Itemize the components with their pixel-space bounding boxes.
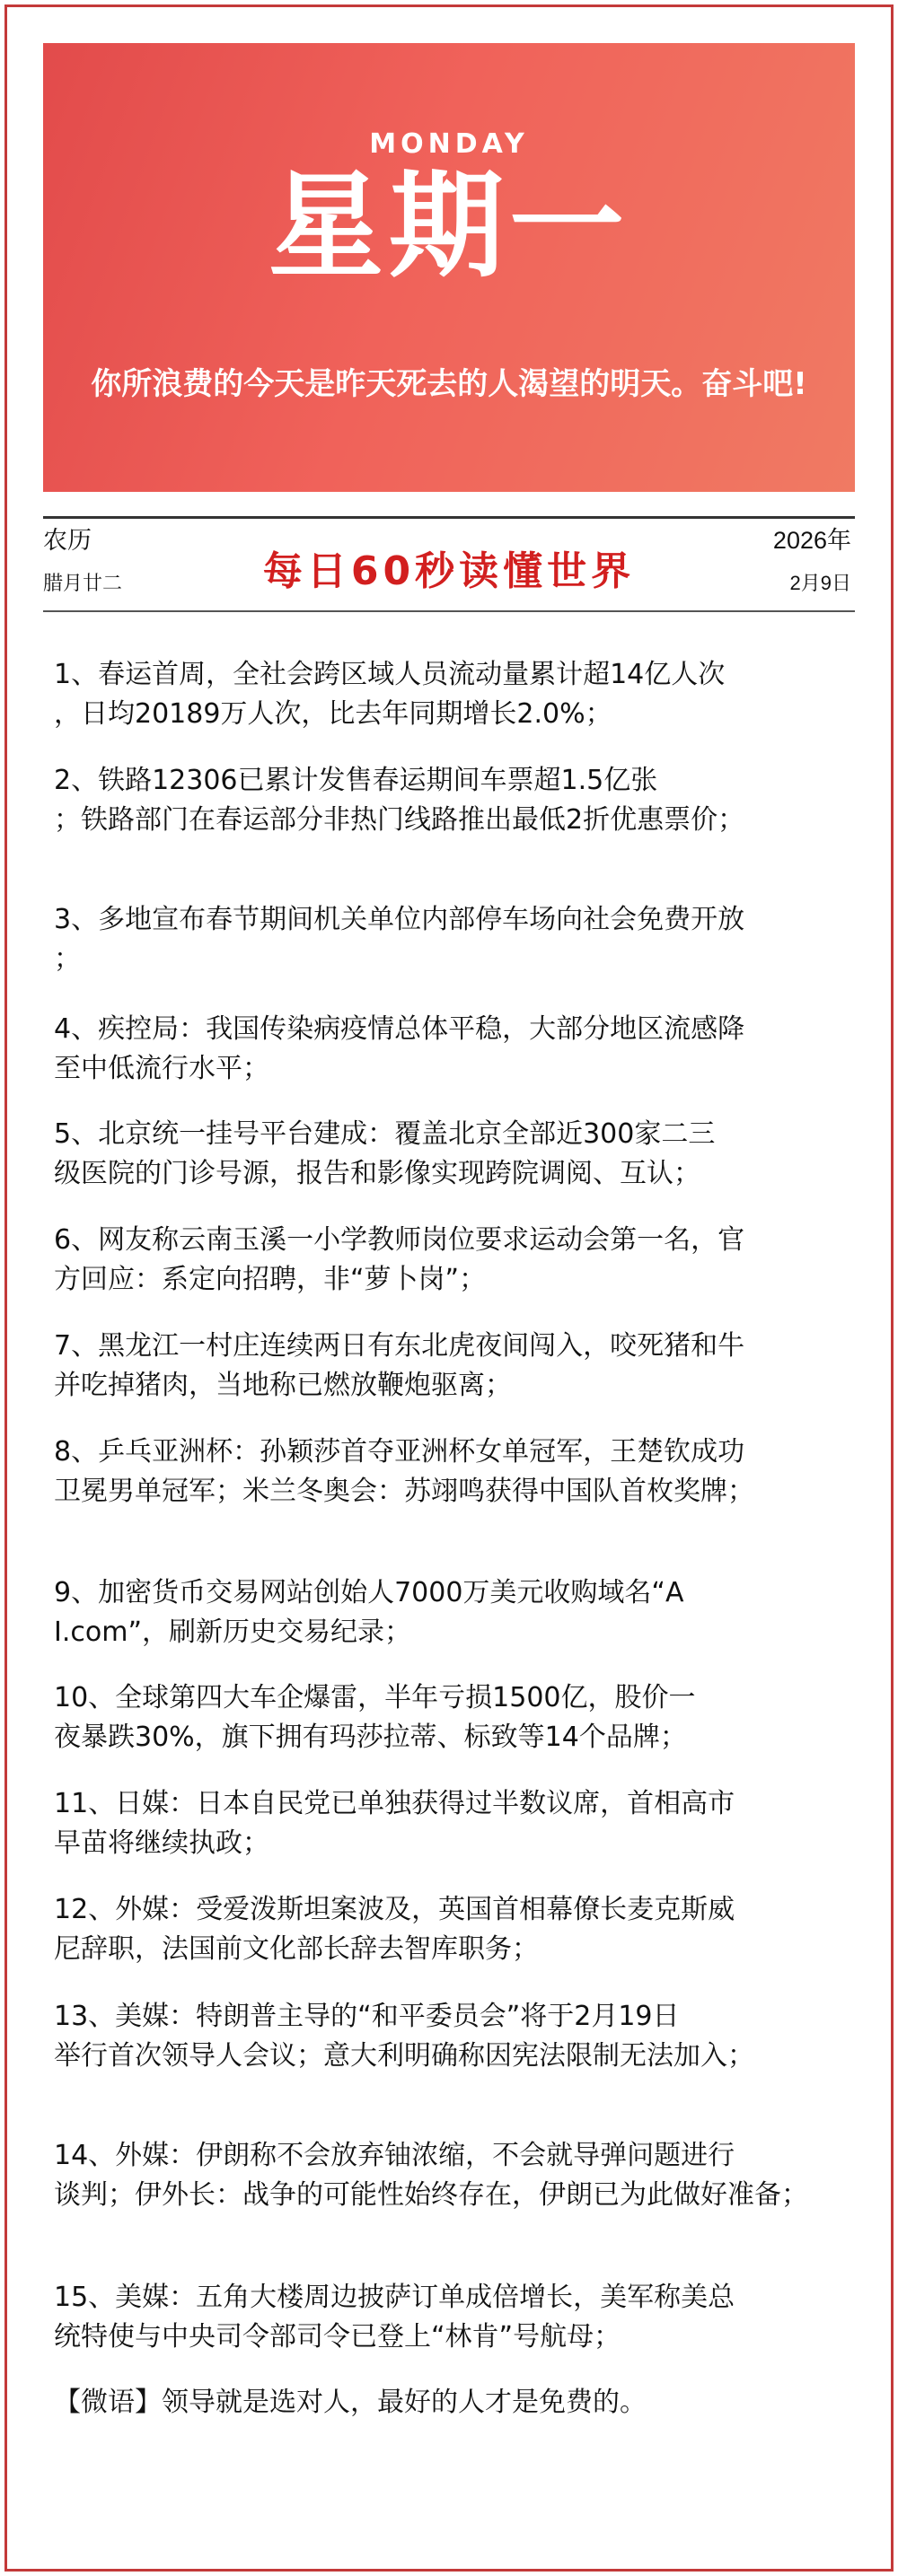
lunar-date: 腊月廿二 xyxy=(43,572,123,594)
year: 2026年 xyxy=(772,527,851,554)
weekday-banner xyxy=(43,43,855,492)
day-chinese: 星期一 xyxy=(268,160,629,294)
lunar-label: 农历 xyxy=(43,527,92,554)
daily-quote: 【微语】领导就是选对人，最好的人才是免费的。 xyxy=(54,2387,647,2418)
news-item: 5、北京统一挂号平台建成：覆盖北京全部近300家二三 级医院的门诊号源，报告和影像实现跨院调阅、互认； xyxy=(54,1118,716,1189)
news-item: 2、铁路12306已累计发售春运期间车票超1.5亿张 ；铁路部门在春运部分非热门线路推出最低2折优惠票价； xyxy=(54,765,745,836)
bottom-rule xyxy=(43,610,855,612)
news-item: 6、网友称云南玉溪一小学教师岗位要求运动会第一名，官 方回应：系定向招聘，非“萝卜岗”； xyxy=(54,1224,745,1295)
day-english: MONDAY xyxy=(369,128,529,160)
news-item: 7、黑龙江一村庄连续两日有东北虎夜间闯入，咬死猪和牛 并吃掉猪肉，当地称已燃放鞭炮驱离； xyxy=(54,1330,745,1401)
gregorian-calendar xyxy=(773,525,851,599)
news-item: 11、日媒：日本自民党已单独获得过半数议席，首相高市 早苗将继续执政； xyxy=(54,1788,735,1859)
news-item: 10、全球第四大车企爆雷，半年亏损1500亿，股价一 夜暴跌30%，旗下拥有玛莎拉蒂、标致等14个品牌； xyxy=(54,1682,696,1753)
news-item: 3、多地宣布春节期间机关单位内部停车场向社会免费开放 ； xyxy=(54,904,745,975)
motto: 你所浪费的今天是昨天死去的人渴望的明天。奋斗吧! xyxy=(91,366,807,402)
top-rule xyxy=(43,516,855,519)
news-item: 14、外媒：伊朗称不会放弃铀浓缩，不会就导弹问题进行 谈判；伊外长：战争的可能性始终存在，伊朗已为此做好准备； xyxy=(54,2140,808,2211)
masthead-title: 每日60秒读懂世界 xyxy=(262,548,636,594)
news-item: 9、加密货币交易网站创始人7000万美元收购域名“A I.com”，刷新历史交易纪录； xyxy=(54,1577,684,1648)
news-item: 13、美媒：特朗普主导的“和平委员会”将于2月19日 举行首次领导人会议；意大利明确称因宪法限制无法加入； xyxy=(54,2001,754,2072)
news-item: 4、疾控局：我国传染病疫情总体平稳，大部分地区流感降 至中低流行水平； xyxy=(54,1013,745,1084)
news-item: 8、乒乓亚洲杯：孙颖莎首夺亚洲杯女单冠军，王楚钦成功 卫冕男单冠军；米兰冬奥会：苏翊鸣获得中国队首枚奖牌； xyxy=(54,1436,754,1507)
news-item: 12、外媒：受爱泼斯坦案波及，英国首相幕僚长麦克斯威 尼辞职，法国前文化部长辞去智库职务； xyxy=(54,1894,735,1965)
news-item: 1、春运首周，全社会跨区域人员流动量累计超14亿人次 ，日均20189万人次，比去年同期增长2.0%； xyxy=(54,659,726,730)
news-item: 15、美媒：五角大楼周边披萨订单成倍增长，美军称美总 统特使与中央司令部司令已登上“林肯”号航母； xyxy=(54,2282,735,2353)
date: 2月9日 xyxy=(789,572,851,594)
